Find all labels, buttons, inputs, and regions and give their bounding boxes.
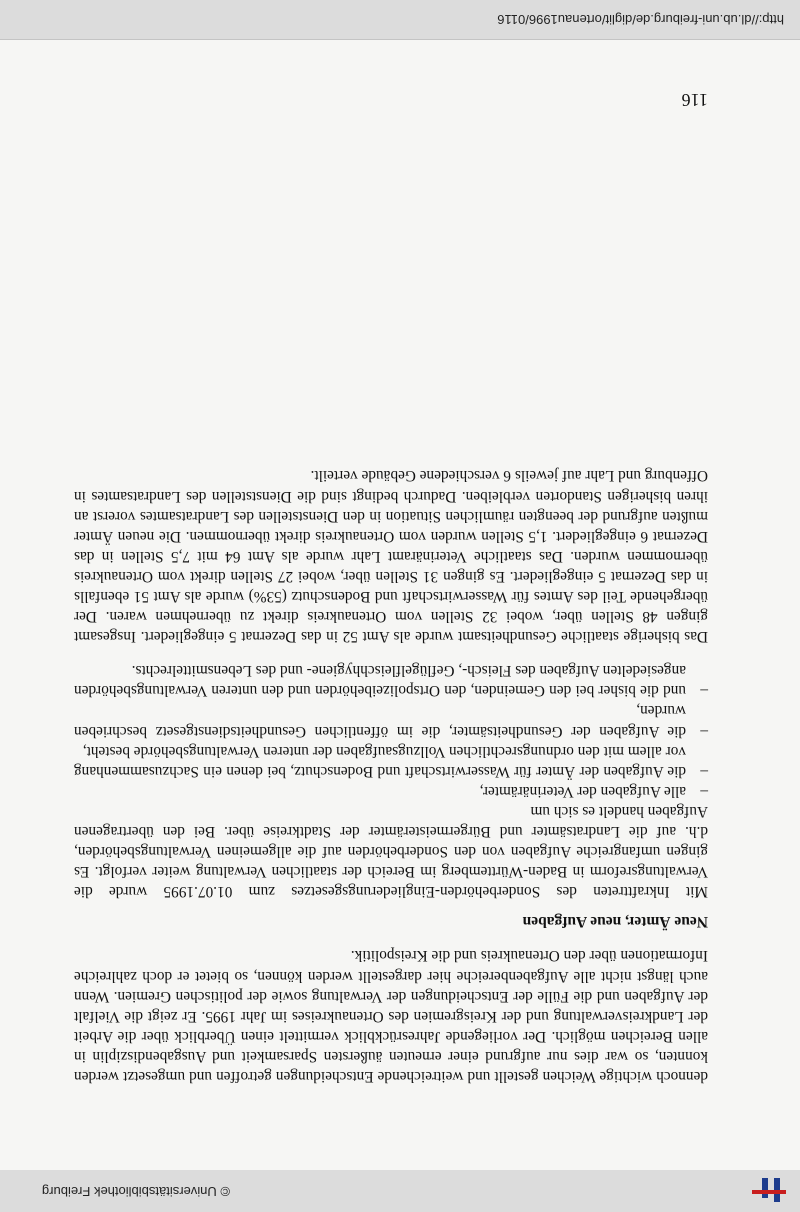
list-item: – die Aufgaben der Ämter für Wasserwirtschaft und Bodenschutz, bei denen ein Sachzusammenhang vor allem mit den ordnungsrechtlichen Vollzugsaufgaben der unteren Verwaltungsbehörde besteht,	[74, 742, 708, 780]
paragraph-reform: Mit Inkrafttreten des Sonderbehörden-Eingliederungsgesetzes zum 01.07.1995 wurde die Verwaltungsreform in Baden-Württemberg im Bereich der staatlichen Verwaltung weiter verfolgt. Es gingen umfangreiche Aufgaben von den Sonderbehörden auf die allgemeinen Verwaltungsbehörden, d.h. auf die Landratsämter und Bürgermeisterämter der Stadtkreise über. Bei den übertragenen Aufgaben handelt es sich um	[74, 802, 708, 901]
list-item: – alle Aufgaben der Veterinärämter,	[479, 782, 708, 800]
library-logo-icon	[746, 1176, 786, 1204]
document-page	[0, 40, 800, 1170]
task-list	[74, 660, 708, 801]
viewer-footer	[0, 0, 800, 40]
source-url-link[interactable]: http://dl.ub.uni-freiburg.de/diglit/ortenau1996/0116	[497, 12, 784, 27]
section-heading: Neue Ämter, neue Aufgaben	[522, 913, 708, 931]
page-text-block	[74, 465, 708, 1086]
list-item: – die Aufgaben der Gesundheitsämter, die im öffentlichen Gesundheitsdienstgesetz beschrieben wurden,	[74, 702, 708, 740]
page-number: 116	[681, 90, 708, 110]
list-item: – und die bisher bei den Gemeinden, den Ortspolizeibehörden und den unteren Verwaltungsbehörden angesiedelten Aufgaben des Fleisch-, Geflügelfleischhygiene- und des Lebensmittelrechts.	[74, 662, 708, 700]
paragraph-intro-context: dennoch wichtige Weichen gestellt und weitreichende Entscheidungen getroffen und umgesetzt werden konnten, so war dies nur aufgrund einer erneuten äußersten Sparsamkeit und Ausgabendisziplin in allen Bereichen möglich. Der vorliegende Jahresrückblick vermittelt einen Überblick über die Arbeit der Landkreisverwaltung und der Kreisgremien des Ortenaukreises im Jahr 1995. Er zeigt die Vielfalt der Aufgaben und die Fülle der Entscheidungen der Verwaltung sowie der politischen Gremien. Wenn auch längst nicht alle Aufgabenbereiche hier dargestellt werden können, so bietet er doch zahlreiche Informationen über den Ortenaukreis und die Kreispolitik.	[74, 947, 708, 1085]
paragraph-offices: Das bisherige staatliche Gesundheitsamt wurde als Amt 52 in das Dezernat 5 eingegliedert. Insgesamt gingen 48 Stellen über, wobei 32 Stellen vom Ortenaukreis direkt zu übernehmen waren. Der übergehende Teil des Amtes für Wasserwirtschaft und Bodenschutz (53%) wurde als Amt 51 ebenfalls in das Dezernat 5 eingegliedert. Es gingen 31 Stellen über, wobei 27 Stellen direkt vom Ortenaukreis übernommen wurden. Das staatliche Veterinäramt Lahr wurde als Amt 64 mit 7,5 Stellen in das Dezernat 6 eingegliedert. 1,5 Stellen wurden vom Ortenaukreis direkt übernommen. Die neuen Ämter mußten aufgrund der beengten räumlichen Situation in den Dienststellen des Landratsamtes vorerst an ihren bisherigen Standorten verbleiben. Dadurch bedingt sind die Dienststellen des Landratsamtes in Offenburg und Lahr auf jeweils 6 verschiedene Gebäude verteilt.	[74, 467, 708, 646]
copyright-caption: © Universitätsbibliothek Freiburg	[41, 1184, 230, 1199]
viewer-header	[0, 1169, 800, 1212]
